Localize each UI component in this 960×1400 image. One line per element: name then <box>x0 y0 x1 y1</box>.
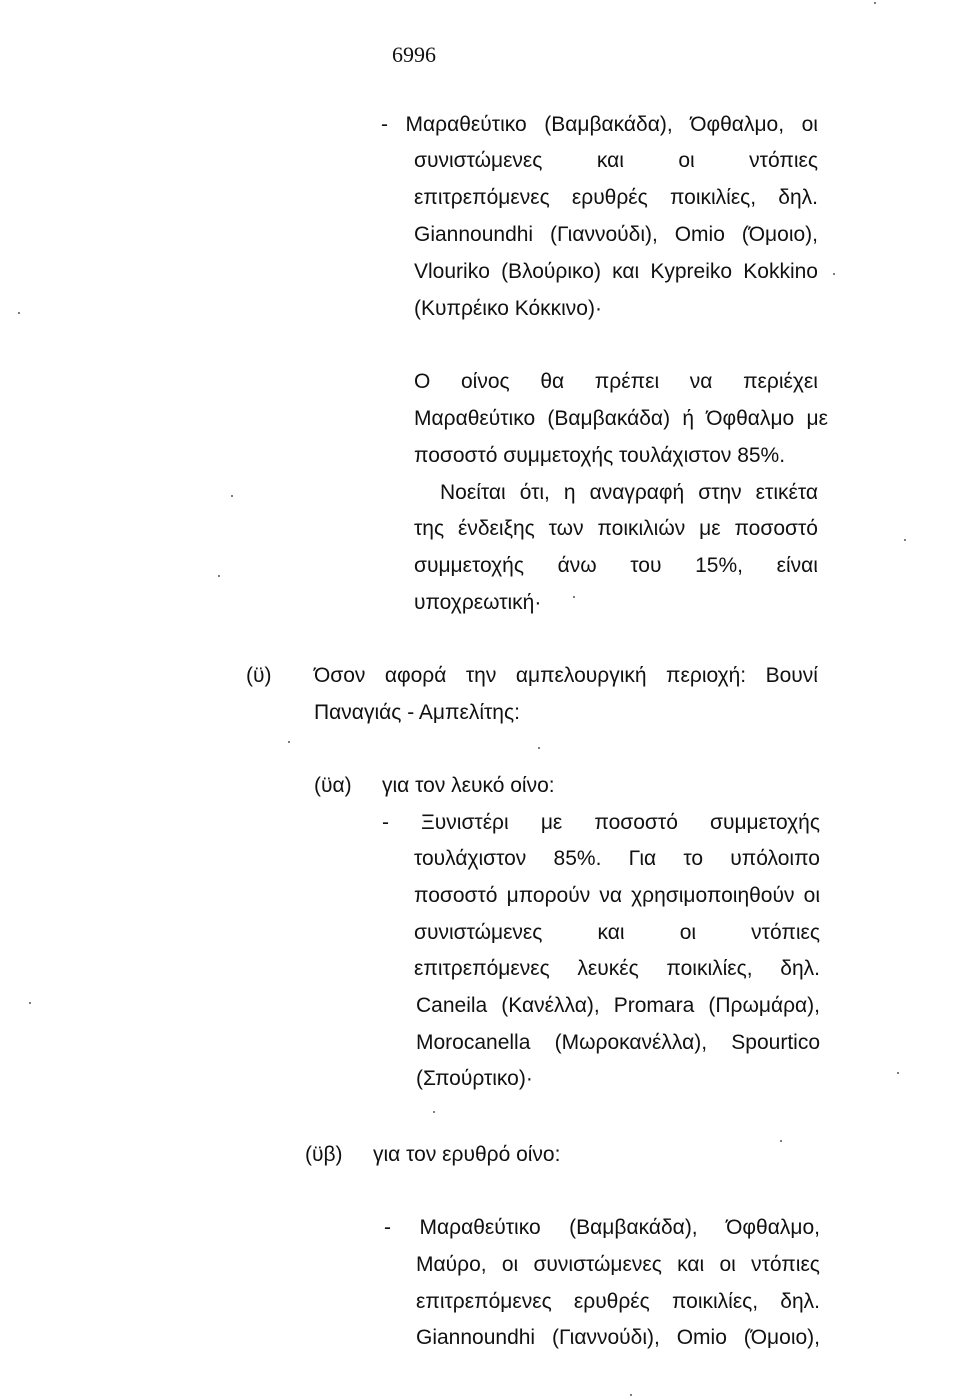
scan-speck <box>218 575 220 577</box>
word: (Βλούρικο) <box>501 260 601 283</box>
word: Morocanella <box>416 1031 531 1054</box>
sub-iib-line-4 <box>416 1325 820 1351</box>
sub-iia-label: (ϋα) <box>314 774 352 797</box>
word: Vlouriko <box>414 260 490 283</box>
word: Μαραθεύτικο <box>405 113 527 136</box>
word: Νοείται <box>440 481 506 504</box>
word: οι <box>501 1253 519 1276</box>
word: ή <box>682 407 694 430</box>
word: τουλάχιστον <box>414 847 527 870</box>
word: (Κανέλλα), <box>501 994 600 1017</box>
word: στην <box>698 481 742 504</box>
block1-line-3 <box>414 185 818 211</box>
block2-line-3: ποσοστό συμμετοχής τουλάχιστον 85%. <box>414 444 786 467</box>
sub-iia-line-7 <box>416 1030 820 1056</box>
word: Για <box>628 847 657 870</box>
word: Kokkino <box>743 260 818 283</box>
word: Όφθαλμο, <box>726 1216 820 1239</box>
sub-iib-line-3 <box>416 1289 820 1315</box>
word: ποσοστό <box>594 811 678 834</box>
word: αφορά <box>384 664 447 687</box>
word: - <box>382 811 389 834</box>
word: Promara <box>613 994 695 1017</box>
word: 85%. <box>553 847 602 870</box>
word: δηλ. <box>778 186 818 209</box>
word: μπορούν <box>506 884 591 907</box>
word: (Βαμβακάδα), <box>569 1216 698 1239</box>
word: ντόπιες <box>751 1253 820 1276</box>
word: ποικιλιών <box>597 517 686 540</box>
word: επιτρεπόμενες <box>416 1290 552 1313</box>
word: (Γιαννούδι), <box>550 223 658 246</box>
word: Giannoundhi <box>414 223 534 246</box>
word: οι <box>719 1253 736 1276</box>
sub-iib-line-2 <box>416 1252 820 1278</box>
word: ερυθρές <box>573 1290 650 1313</box>
word: Μαραθεύτικο <box>414 407 536 430</box>
sub-iia-line-5 <box>414 956 820 982</box>
word: οι <box>801 113 818 136</box>
word: αναγραφή <box>589 481 685 504</box>
scan-speck <box>874 2 876 4</box>
word: να <box>689 370 713 393</box>
word: Kypreiko <box>650 260 733 283</box>
section-ii-line-2: Παναγιάς - Αμπελίτης: <box>314 701 520 724</box>
word: δηλ. <box>780 957 820 980</box>
word: και <box>597 921 625 944</box>
word: με <box>699 517 721 540</box>
sub-iia-line-6 <box>416 993 820 1019</box>
section-ii-line-1 <box>314 663 818 689</box>
word: το <box>683 847 704 870</box>
word: Spourtico <box>731 1031 820 1054</box>
word: η <box>563 481 576 504</box>
word: ντόπιες <box>749 149 818 172</box>
word: ετικέτα <box>755 481 818 504</box>
word: Caneila <box>416 994 488 1017</box>
word: Ξυνιστέρι <box>421 811 509 834</box>
word: με <box>806 407 828 430</box>
word: ποσοστό <box>734 517 818 540</box>
word: και <box>596 149 624 172</box>
word: είναι <box>776 554 818 577</box>
word: (Γιαννούδι), <box>552 1326 660 1349</box>
word: χρησιμοποιηθούν <box>631 884 795 907</box>
word: συνιστώμενες <box>533 1253 662 1276</box>
scan-speck <box>780 1140 782 1142</box>
scan-speck <box>288 741 290 743</box>
block1-line-2 <box>414 148 818 174</box>
block3-line-2 <box>414 516 818 542</box>
block1-line-4 <box>414 222 818 248</box>
word: συμμετοχής <box>414 554 524 577</box>
word: οι <box>803 884 820 907</box>
scan-speck <box>18 312 20 314</box>
sub-iib-line-1 <box>384 1215 820 1241</box>
word: ντόπιες <box>751 921 820 944</box>
block2-line-1 <box>414 369 818 395</box>
word: οίνος <box>461 370 510 393</box>
page-number: 6996 <box>392 42 436 67</box>
scan-speck <box>231 495 233 497</box>
sub-iib-heading: για τον ερυθρό οίνο: <box>373 1143 561 1166</box>
word: Όσον <box>314 664 366 687</box>
word: επιτρεπόμενες <box>414 957 550 980</box>
word: άνω <box>557 554 597 577</box>
word: λευκές <box>577 957 639 980</box>
scan-speck <box>573 596 575 598</box>
word: (Μωροκανέλλα), <box>554 1031 708 1054</box>
word: Ο <box>414 370 431 393</box>
section-ii-label: (ϋ) <box>246 664 272 687</box>
word: υπόλοιπο <box>730 847 820 870</box>
word: της <box>414 517 445 540</box>
block1-line-1 <box>381 112 818 138</box>
block1-line-5 <box>414 259 818 285</box>
word: επιτρεπόμενες <box>414 186 550 209</box>
word: (Βαμβακάδα) <box>547 407 671 430</box>
word: οι <box>678 149 695 172</box>
word: πρέπει <box>594 370 660 393</box>
word: ότι, <box>519 481 550 504</box>
word: (Όμοιο), <box>741 223 818 246</box>
block2-line-2 <box>414 406 828 432</box>
scan-speck <box>904 539 906 541</box>
scan-speck <box>433 1111 435 1113</box>
word: ένδειξης <box>458 517 535 540</box>
sub-iib-label: (ϋβ) <box>305 1143 343 1166</box>
scan-speck <box>833 273 835 275</box>
word: - <box>381 113 388 136</box>
block3-line-1 <box>440 480 818 506</box>
word: ποικιλίες, <box>669 186 757 209</box>
word: αμπελουργική <box>515 664 647 687</box>
word: και <box>677 1253 705 1276</box>
word: οι <box>679 921 697 944</box>
word: Όφθαλμο <box>706 407 795 430</box>
sub-iia-line-3 <box>414 883 820 909</box>
word: συνιστώμενες <box>414 921 543 944</box>
word: Omio <box>676 1326 727 1349</box>
scan-speck <box>538 747 540 749</box>
scan-speck <box>29 1002 31 1004</box>
word: συμμετοχής <box>710 811 820 834</box>
word: Μαραθεύτικο <box>419 1216 541 1239</box>
word: Giannoundhi <box>416 1326 536 1349</box>
word: με <box>540 811 563 834</box>
word: ποικιλίες, <box>671 1290 759 1313</box>
word: (Βαμβακάδα), <box>544 113 673 136</box>
block3-line-3 <box>414 553 818 579</box>
word: να <box>599 884 622 907</box>
word: ποικιλίες, <box>666 957 753 980</box>
word: (Όμοιο), <box>743 1326 820 1349</box>
word: Όφθαλμο, <box>690 113 785 136</box>
sub-iia-line-8: (Σπούρτικο)· <box>416 1067 533 1090</box>
sub-iia-line-2 <box>414 846 820 872</box>
word: δηλ. <box>780 1290 820 1313</box>
sub-iia-line-1 <box>382 810 820 836</box>
word: του <box>630 554 662 577</box>
word: και <box>612 260 640 283</box>
block1-line-6: (Κυπρέικο Κόκκινο)· <box>414 297 602 320</box>
sub-iia-line-4 <box>414 920 820 946</box>
word: Omio <box>674 223 725 246</box>
scan-speck <box>630 1394 632 1396</box>
word: θα <box>540 370 565 393</box>
scan-speck <box>897 1072 899 1074</box>
word: 15%, <box>695 554 743 577</box>
word: Μαύρο, <box>416 1253 487 1276</box>
word: συνιστώμενες <box>414 149 543 172</box>
word: των <box>548 517 584 540</box>
word: (Πρωμάρα), <box>708 994 820 1017</box>
word: ερυθρές <box>571 186 648 209</box>
word: την <box>465 664 497 687</box>
word: - <box>384 1216 391 1239</box>
block3-line-4: υποχρεωτική· <box>414 591 542 614</box>
word: περιέχει <box>743 370 818 393</box>
word: Βουνί <box>765 664 818 687</box>
sub-iia-heading: για τον λευκό οίνο: <box>382 774 555 797</box>
word: ποσοστό <box>414 884 498 907</box>
word: περιοχή: <box>666 664 747 687</box>
